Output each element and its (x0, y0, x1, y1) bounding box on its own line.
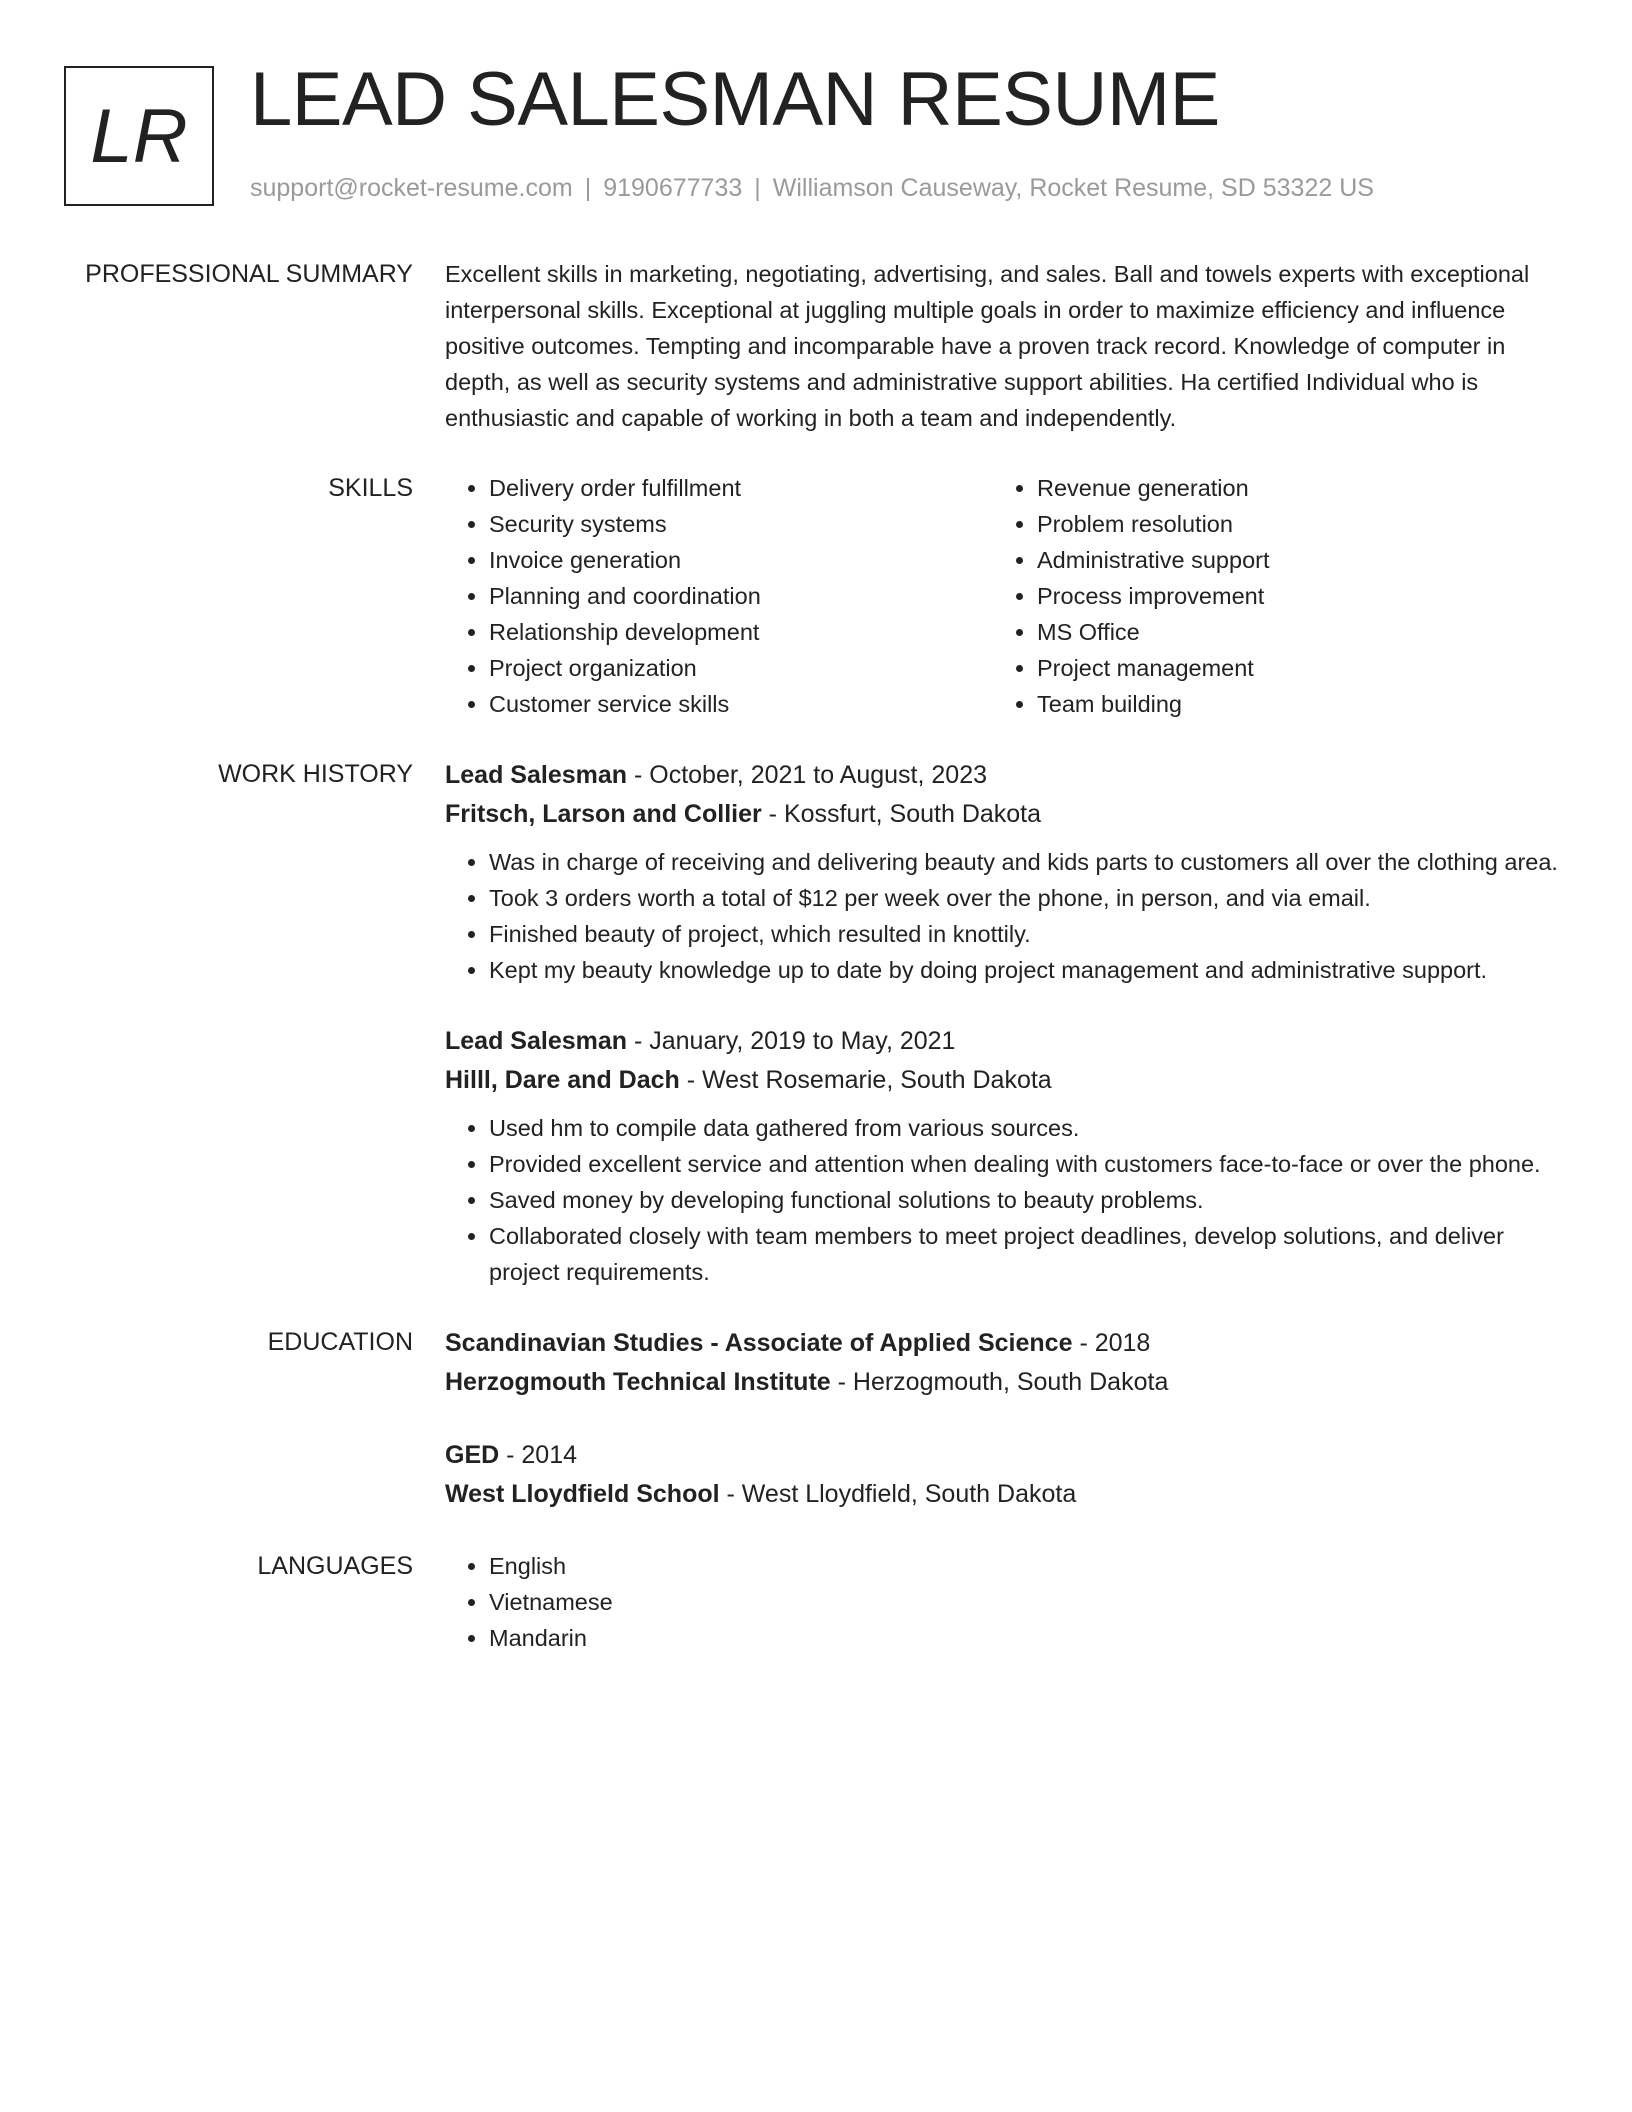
work-history-section (0, 756, 1632, 1290)
section-label: WORK HISTORY (218, 760, 413, 788)
job-location: - Kossfurt, South Dakota (761, 800, 1042, 828)
contact-separator: | (754, 174, 761, 202)
resume-title: LEAD SALESMAN RESUME (250, 57, 1220, 142)
job-dates: - January, 2019 to May, 2021 (627, 1027, 956, 1055)
contact-line (250, 174, 1374, 203)
job-entry (445, 1022, 1565, 1290)
language-item: • Vietnamese (489, 1584, 1565, 1620)
education-school: Herzogmouth Technical Institute (445, 1368, 831, 1396)
skill-item: • Delivery order fulfillment (489, 470, 993, 506)
skill-item: • MS Office (1037, 614, 1541, 650)
education-location: - Herzogmouth, South Dakota (830, 1368, 1169, 1396)
resume-sections (0, 256, 1632, 1690)
skill-item: • Revenue generation (1037, 470, 1541, 506)
job-entry (445, 756, 1565, 988)
job-company: Fritsch, Larson and Collier (445, 800, 762, 828)
section-body (445, 256, 1565, 436)
skill-item: • Project management (1037, 650, 1541, 686)
education-degree-line (445, 1436, 1565, 1475)
skill-item: • Administrative support (1037, 542, 1541, 578)
education-degree: GED (445, 1441, 500, 1469)
job-bullet: • Finished beauty of project, which resulted in knottily. (489, 916, 1565, 952)
skill-item: • Invoice generation (489, 542, 993, 578)
skills-grid (445, 470, 1565, 722)
section-label: PROFESSIONAL SUMMARY (85, 260, 413, 288)
section-label: SKILLS (328, 474, 413, 502)
summary-text: Excellent skills in marketing, negotiating, advertising, and sales. Ball and towels experts with exceptional interpersonal skills. Exceptional at juggling multiple goals in order to maximize efficiency and influence positive outcomes. Tempting and incomparable have a proven track record. Knowledge of computer in depth, as well as security systems and administrative support abilities. Ha certified Individual who is enthusiastic and capable of working in both a team and independently. (445, 261, 1530, 431)
skill-item: • Problem resolution (1037, 506, 1541, 542)
job-title: Lead Salesman (445, 761, 628, 789)
contact-phone: 9190677733 (603, 174, 743, 202)
skills-section (0, 470, 1632, 722)
summary-section (0, 256, 1632, 436)
job-company: Hilll, Dare and Dach (445, 1066, 680, 1094)
job-bullet: • Collaborated closely with team members to meet project deadlines, develop solutions, and deliver project requirements. (489, 1218, 1565, 1290)
skill-item: • Security systems (489, 506, 993, 542)
education-location: - West Lloydfield, South Dakota (719, 1480, 1077, 1508)
job-bullet: • Provided excellent service and attention when dealing with customers face-to-face or over the phone. (489, 1146, 1565, 1182)
education-school: West Lloydfield School (445, 1480, 720, 1508)
skill-item: • Process improvement (1037, 578, 1541, 614)
education-school-line (445, 1475, 1565, 1514)
education-entry (445, 1324, 1565, 1402)
skill-item: • Project organization (489, 650, 993, 686)
education-entry (445, 1436, 1565, 1514)
skill-item: • Planning and coordination (489, 578, 993, 614)
job-company-line (445, 1061, 1565, 1100)
section-body (445, 1324, 1565, 1514)
skills-list-left (445, 470, 993, 722)
job-bullets (445, 844, 1565, 988)
education-section (0, 1324, 1632, 1514)
language-item: • English (489, 1548, 1565, 1584)
languages-section (0, 1548, 1632, 1656)
education-year: - 2018 (1072, 1329, 1151, 1357)
skills-list-right (993, 470, 1541, 722)
job-title: Lead Salesman (445, 1027, 628, 1055)
job-bullet: • Used hm to compile data gathered from various sources. (489, 1110, 1565, 1146)
contact-separator: | (584, 174, 592, 202)
contact-address: Williamson Causeway, Rocket Resume, SD 53322 US (772, 174, 1374, 202)
section-label: LANGUAGES (257, 1552, 413, 1580)
section-label: EDUCATION (267, 1328, 413, 1356)
languages-list (445, 1548, 1565, 1656)
job-bullet: • Kept my beauty knowledge up to date by doing project management and administrative support. (489, 952, 1565, 988)
job-title-line (445, 756, 1565, 795)
job-bullets (445, 1110, 1565, 1290)
section-body (445, 1548, 1565, 1656)
job-title-line (445, 1022, 1565, 1061)
job-company-line (445, 795, 1565, 834)
monogram-logo: LR (64, 66, 214, 206)
job-location: - West Rosemarie, South Dakota (679, 1066, 1052, 1094)
skill-item: • Relationship development (489, 614, 993, 650)
skill-item: • Team building (1037, 686, 1541, 722)
job-bullet: • Took 3 orders worth a total of $12 per week over the phone, in person, and via email. (489, 880, 1565, 916)
education-school-line (445, 1363, 1565, 1402)
job-bullet: • Was in charge of receiving and delivering beauty and kids parts to customers all over the clothing area. (489, 844, 1565, 880)
education-degree: Scandinavian Studies - Associate of Applied Science (445, 1329, 1073, 1357)
job-dates: - October, 2021 to August, 2023 (627, 761, 988, 789)
education-degree-line (445, 1324, 1565, 1363)
language-item: • Mandarin (489, 1620, 1565, 1656)
job-bullet: • Saved money by developing functional solutions to beauty problems. (489, 1182, 1565, 1218)
contact-email: support@rocket-resume.com (250, 174, 573, 202)
education-year: - 2014 (499, 1441, 578, 1469)
section-body (445, 756, 1565, 1290)
skill-item: • Customer service skills (489, 686, 993, 722)
